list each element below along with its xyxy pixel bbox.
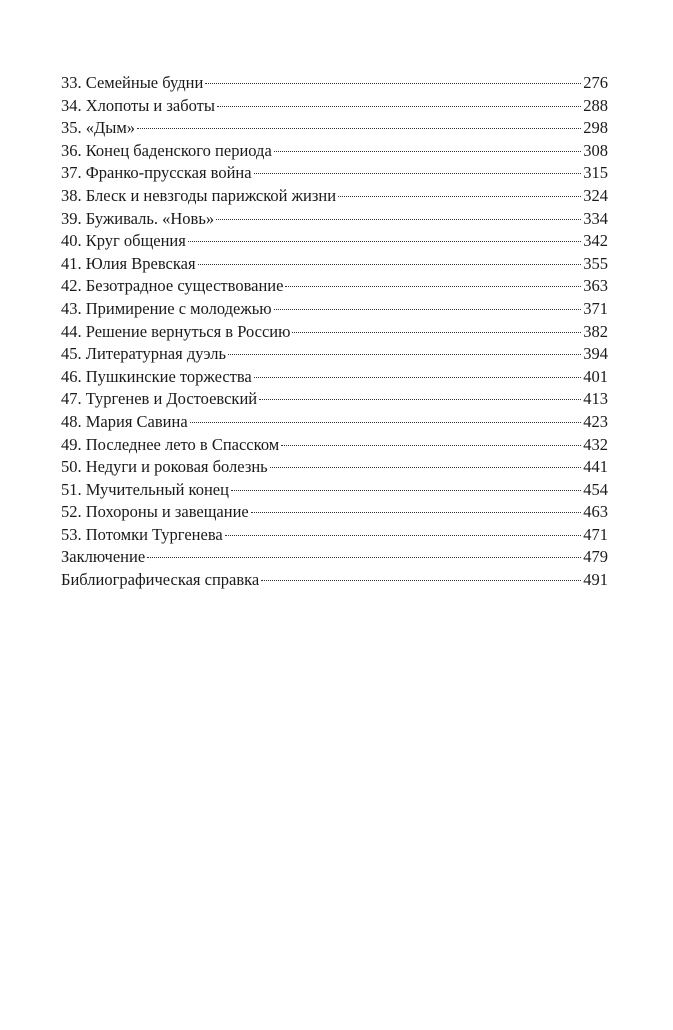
toc-dot-leader — [285, 286, 581, 287]
toc-entry-page: 276 — [583, 73, 608, 92]
toc-entry-page: 471 — [583, 524, 608, 544]
toc-entry-title: 49. Последнее лето в Спасском — [61, 434, 280, 454]
toc-dot-leader — [254, 377, 581, 378]
toc-entry-page: 371 — [583, 298, 608, 318]
toc-entry-page: 382 — [583, 321, 608, 341]
toc-entry-title: 45. Литературная дуэль — [61, 344, 226, 364]
toc-entry-page: 308 — [583, 140, 608, 160]
toc-entry-title: 48. Мария Савина — [61, 411, 188, 431]
toc-entry-title: 39. Буживаль. «Новь» — [61, 208, 215, 228]
toc-entry-title: 50. Недуги и роковая болезнь — [61, 457, 268, 477]
toc-entry — [61, 185, 608, 208]
toc-dot-leader — [231, 490, 581, 491]
toc-entry-page: 288 — [583, 95, 608, 115]
toc-entry-title: 35. «Дым» — [61, 118, 136, 138]
toc-dot-leader — [270, 467, 582, 468]
toc-dot-leader — [254, 173, 582, 174]
toc-entry-title: 47. Тургенев и Достоевский — [61, 389, 258, 409]
toc-dot-leader — [259, 399, 581, 400]
toc-entry — [61, 434, 608, 457]
toc-entry-title: 38. Блеск и невзгоды парижской жизни — [61, 185, 337, 205]
toc-entry-page: 441 — [583, 457, 608, 477]
toc-dot-leader — [228, 354, 581, 355]
toc-entry — [61, 524, 608, 547]
toc-entry-page: 454 — [583, 479, 608, 499]
toc-entry — [61, 343, 608, 366]
toc-entry-page: 298 — [583, 118, 608, 138]
toc-entry — [61, 479, 608, 502]
toc-dot-leader — [274, 151, 581, 152]
toc-entry-page: 432 — [583, 434, 608, 454]
toc-entry — [61, 95, 608, 118]
toc-entry-title: 40. Круг общения — [61, 231, 186, 251]
toc-entry-page: 423 — [583, 411, 608, 431]
toc-dot-leader — [190, 422, 582, 423]
toc-entry-page: 342 — [583, 231, 608, 251]
toc-dot-leader — [225, 535, 582, 536]
toc-entry-title: 46. Пушкинские торжества — [61, 366, 252, 386]
toc-entry — [61, 366, 608, 389]
toc-entry — [61, 569, 608, 592]
toc-entry — [61, 501, 608, 524]
toc-entry — [61, 388, 608, 411]
toc-dot-leader — [147, 557, 581, 558]
toc-dot-leader — [137, 128, 581, 129]
toc-dot-leader — [261, 580, 581, 581]
toc-entry-title: 52. Похороны и завещание — [61, 502, 249, 522]
toc-entry — [61, 208, 608, 231]
toc-entry-page: 324 — [583, 185, 608, 205]
toc-entry — [61, 275, 608, 298]
toc-dot-leader — [281, 445, 581, 446]
toc-entry-page: 479 — [583, 547, 608, 567]
toc-entry-page: 463 — [583, 502, 608, 522]
toc-entry — [61, 230, 608, 253]
toc-entry — [61, 162, 608, 185]
toc-dot-leader — [274, 309, 582, 310]
toc-entry-title: 33. Семейные будни — [61, 73, 204, 92]
toc-entry-title: Заключение — [61, 547, 146, 567]
toc-dot-leader — [292, 332, 581, 333]
toc-entry-title: 37. Франко-прусская война — [61, 163, 252, 183]
toc-dot-leader — [205, 83, 581, 84]
toc-entry — [61, 456, 608, 479]
toc-entry — [61, 321, 608, 344]
toc-dot-leader — [198, 264, 582, 265]
toc-entry — [61, 253, 608, 276]
toc-dot-leader — [217, 106, 581, 107]
table-of-contents — [61, 72, 608, 592]
toc-entry-title: 36. Конец баденского периода — [61, 140, 272, 160]
toc-entry-page: 315 — [583, 163, 608, 183]
toc-entry-page: 413 — [583, 389, 608, 409]
toc-dot-leader — [188, 241, 581, 242]
toc-entry-title: 34. Хлопоты и заботы — [61, 95, 215, 115]
toc-entry-title: 51. Мучительный конец — [61, 479, 229, 499]
toc-entry-title: 53. Потомки Тургенева — [61, 524, 223, 544]
toc-dot-leader — [251, 512, 582, 513]
toc-entry-page: 401 — [583, 366, 608, 386]
toc-entry-title: Библиографическая справка — [61, 570, 260, 590]
toc-entry-page: 394 — [583, 344, 608, 364]
toc-entry-title: 43. Примирение с молодежью — [61, 298, 272, 318]
toc-entry — [61, 140, 608, 163]
toc-dot-leader — [216, 219, 581, 220]
toc-entry — [61, 298, 608, 321]
toc-entry — [61, 117, 608, 140]
toc-entry-title: 44. Решение вернуться в Россию — [61, 321, 291, 341]
toc-entry — [61, 546, 608, 569]
toc-entry-page: 363 — [583, 276, 608, 296]
toc-entry-page: 334 — [583, 208, 608, 228]
toc-entry — [61, 72, 608, 95]
toc-entry-title: 41. Юлия Вревская — [61, 253, 196, 273]
toc-entry — [61, 411, 608, 434]
toc-dot-leader — [338, 196, 581, 197]
toc-entry-page: 355 — [583, 253, 608, 273]
toc-entry-page: 491 — [583, 570, 608, 590]
toc-entry-title: 42. Безотрадное существование — [61, 276, 284, 296]
